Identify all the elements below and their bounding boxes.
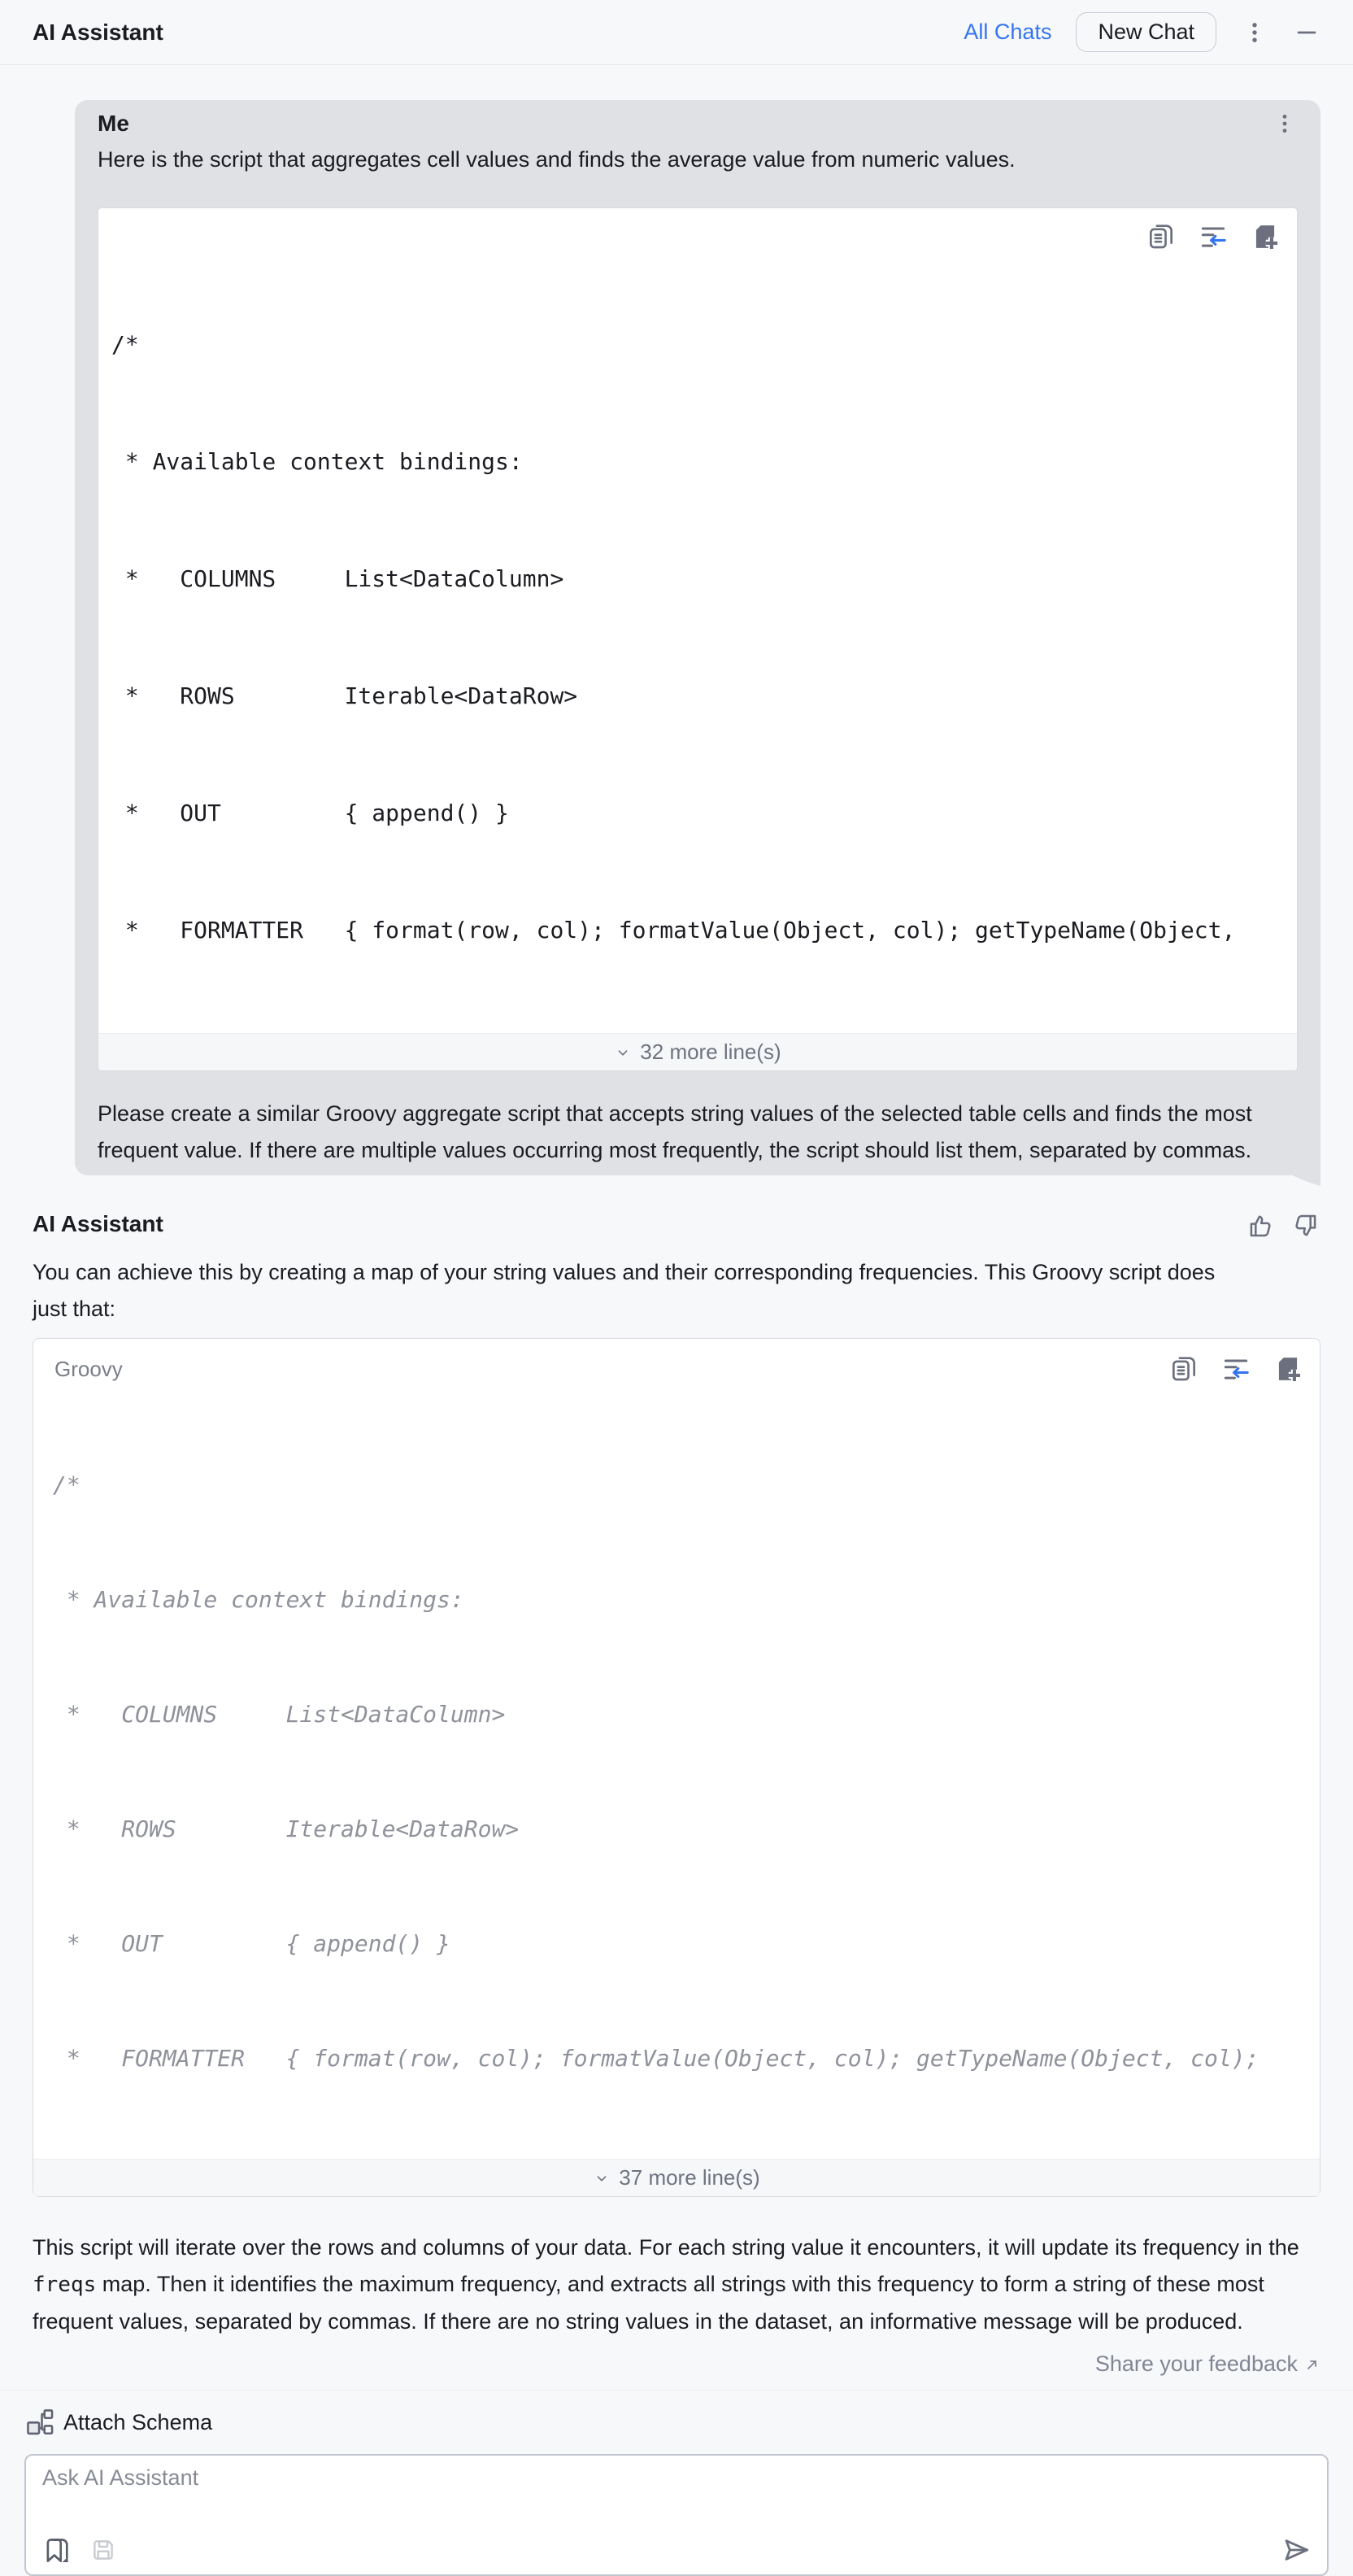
user-code-block (98, 207, 1298, 1071)
insert-at-caret-icon[interactable] (1220, 1353, 1251, 1384)
attach-schema-label: Attach Schema (63, 2409, 213, 2434)
tool-window-title: AI Assistant (33, 19, 163, 45)
more-lines-label: 37 more line(s) (619, 2165, 760, 2190)
chat-input[interactable] (42, 2465, 1311, 2522)
external-link-arrow-icon (1304, 2356, 1320, 2373)
copy-code-icon[interactable] (1146, 221, 1177, 252)
tool-window-header (0, 0, 1353, 65)
assistant-outro-text: This script will iterate over the rows and columns of your data. For each string value it encounters, it will update its frequency in the freqs map. Then it identifies the maximum frequency, and extracts all strings with this frequency to form a string of these most frequent values, separated by commas. If there are no string values in the dataset, an informative message will be produced. (33, 2235, 1299, 2334)
prompt-library-bookmark-icon[interactable] (41, 2535, 72, 2565)
share-feedback-link[interactable]: Share your feedback (1094, 2352, 1298, 2376)
chat-input-container (24, 2454, 1329, 2576)
user-message-intro: Here is the script that aggregates cell values and finds the average value from numeric values. (98, 147, 1016, 172)
composer-area (0, 2390, 1353, 2576)
save-prompt-icon[interactable] (89, 2536, 117, 2564)
attach-schema-button[interactable] (24, 2407, 1329, 2438)
chevron-down-icon (593, 2169, 611, 2187)
user-code-content: /* * Available context bindings: * COLUMNS List<DataColumn> * ROWS Iterable<DataRow> * OUT { append() } * FORMATTER { format(row, col); formatValue(Object, col); getTypeName(Object, (111, 331, 1236, 944)
hide-tool-window-icon[interactable] (1293, 19, 1320, 46)
thumbs-down-icon[interactable] (1291, 1211, 1320, 1240)
chevron-down-icon (614, 1044, 632, 1061)
user-message-author: Me (98, 111, 129, 136)
copy-code-icon[interactable] (1168, 1353, 1199, 1384)
message-options-kebab-icon[interactable] (1272, 111, 1298, 137)
insert-at-caret-icon[interactable] (1198, 221, 1229, 252)
expand-code-button[interactable] (98, 1033, 1297, 1070)
inline-code-freqs: freqs (33, 2273, 97, 2297)
all-chats-link[interactable]: All Chats (964, 20, 1052, 44)
assistant-intro-text: You can achieve this by creating a map of your string values and their corresponding frequencies. This Groovy script does just that: (33, 1260, 1216, 1321)
bubble-tail (1291, 1175, 1320, 1186)
code-language-label: Groovy (54, 1356, 123, 1381)
assistant-message-author: AI Assistant (33, 1211, 163, 1236)
send-message-icon[interactable] (1280, 2534, 1312, 2566)
new-chat-button[interactable]: New Chat (1076, 12, 1216, 52)
schema-icon (24, 2407, 55, 2438)
new-file-from-code-icon[interactable] (1250, 221, 1281, 252)
assistant-message (33, 1211, 1320, 2377)
expand-code-button[interactable] (33, 2159, 1320, 2196)
chat-messages-area (0, 100, 1353, 2377)
assistant-code-content: /* * Available context bindings: * COLUMNS List<DataColumn> * ROWS Iterable<DataRow> * OUT { append() } * FORMATTER { format(row, col); formatValue(Object, col); getTypeName(Object, col); (53, 1471, 1259, 2072)
more-lines-label: 32 more line(s) (640, 1040, 781, 1064)
new-file-from-code-icon[interactable] (1273, 1353, 1303, 1384)
user-message-bubble (75, 100, 1320, 1175)
thumbs-up-icon[interactable] (1246, 1211, 1275, 1240)
user-message-request: Please create a similar Groovy aggregate script that accepts string values of the selected table cells and finds the most frequent value. If there are multiple values occurring most frequently, the script should list them, separated by commas. (98, 1101, 1252, 1162)
assistant-code-block (33, 1338, 1320, 2197)
more-options-kebab-icon[interactable] (1241, 19, 1268, 46)
